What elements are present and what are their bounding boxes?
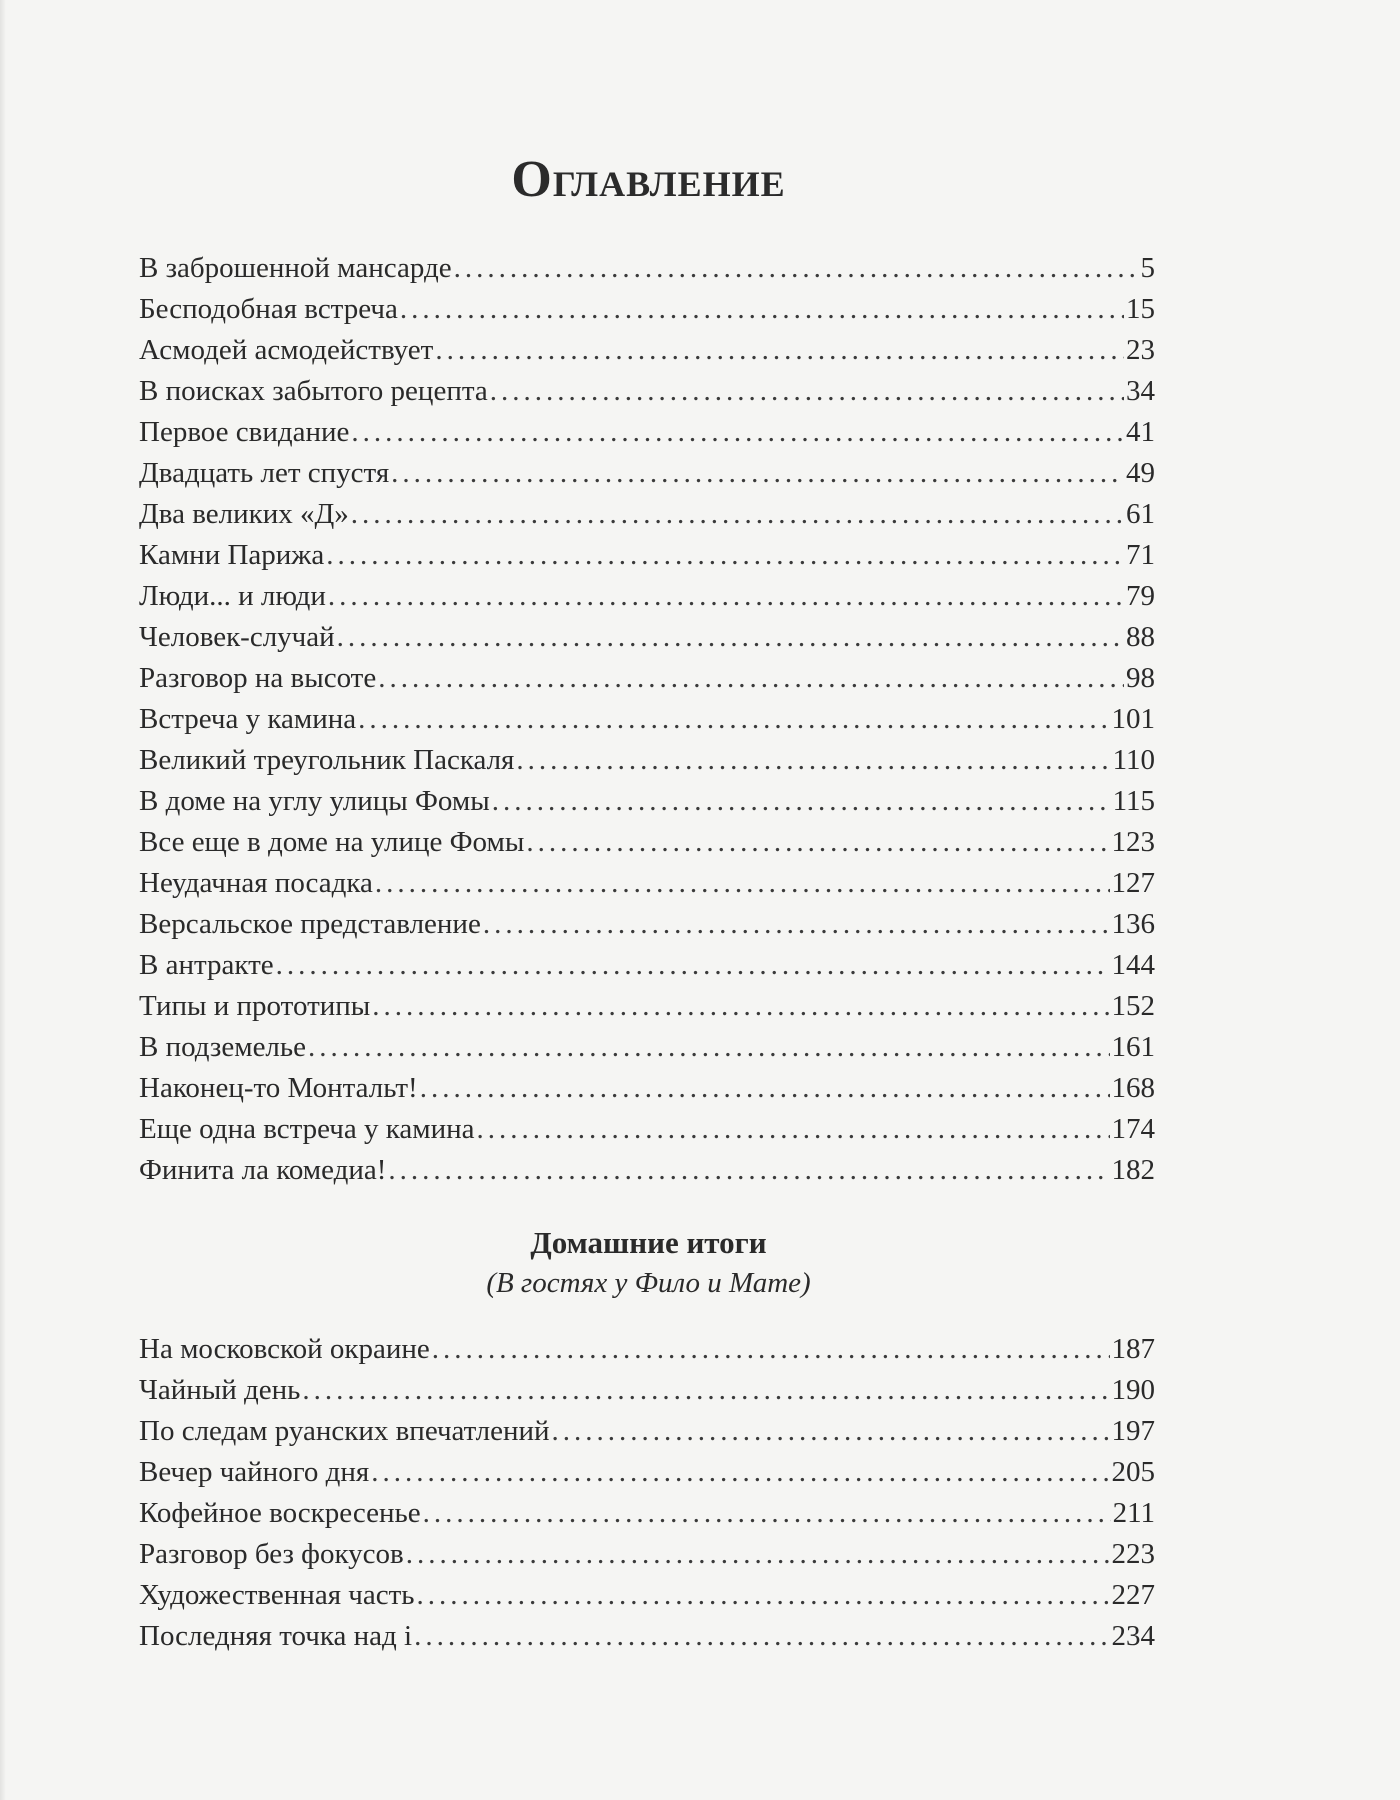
toc-leader-dots: [378, 658, 1124, 699]
toc-leader-dots: [388, 1150, 1109, 1191]
toc-entry-title: Все еще в доме на улице Фомы: [139, 826, 525, 858]
toc-entry: [139, 986, 1155, 1027]
toc-leader-dots: [420, 1068, 1110, 1109]
toc-entry: [139, 453, 1155, 494]
toc-page-number: 168: [1111, 1072, 1155, 1104]
toc-page-number: 127: [1111, 867, 1155, 899]
toc-leader-dots: [552, 1411, 1110, 1452]
toc-page-number: 182: [1111, 1154, 1155, 1186]
toc-entry-title: Человек-случай: [139, 621, 335, 653]
toc-page-number: 5: [1140, 252, 1155, 284]
toc-entry: [139, 617, 1155, 658]
toc-page-number: 115: [1112, 785, 1155, 817]
toc-entry-title: Чайный день: [139, 1374, 301, 1406]
toc-entry: [139, 412, 1155, 453]
toc-page-number: 49: [1126, 457, 1155, 489]
toc-leader-dots: [351, 494, 1124, 535]
toc-page-number: 15: [1126, 293, 1155, 325]
toc-entry-title: Разговор на высоте: [139, 662, 377, 694]
toc-entry: [139, 1452, 1155, 1493]
toc-entry: [139, 1068, 1155, 1109]
toc-leader-dots: [414, 1616, 1109, 1657]
toc-entry: [139, 535, 1155, 576]
toc-page-number: 234: [1111, 1620, 1155, 1652]
toc-entry: [139, 1493, 1155, 1534]
toc-leader-dots: [375, 863, 1110, 904]
toc-entry-title: Версальское представление: [139, 908, 481, 940]
toc-entry-title: В антракте: [139, 949, 274, 981]
toc-entry-title: Два великих «Д»: [139, 498, 349, 530]
toc-entry: [139, 945, 1155, 986]
toc-leader-dots: [276, 945, 1110, 986]
toc-leader-dots: [351, 412, 1124, 453]
toc-entry-title: В поисках забытого рецепта: [139, 375, 488, 407]
page-title: Оглавление: [511, 151, 786, 208]
toc-leader-dots: [423, 1493, 1111, 1534]
toc-leader-dots: [391, 453, 1124, 494]
toc-page-number: 88: [1126, 621, 1155, 653]
toc-entry: [139, 904, 1155, 945]
toc-entry-title: Последняя точка над і: [139, 1620, 413, 1652]
toc-page-number: 144: [1111, 949, 1155, 981]
toc-leader-dots: [372, 986, 1109, 1027]
toc-leader-dots: [400, 289, 1124, 330]
toc-entry-title: По следам руанских впечатлений: [139, 1415, 550, 1447]
toc-entry: [139, 781, 1155, 822]
toc-entry-title: Двадцать лет спустя: [139, 457, 390, 489]
toc-leader-dots: [302, 1370, 1109, 1411]
toc-leader-dots: [490, 371, 1124, 412]
toc-page-number: 41: [1126, 416, 1155, 448]
toc-page-number: 101: [1111, 703, 1155, 735]
toc-leader-dots: [337, 617, 1124, 658]
toc-page-number: 136: [1111, 908, 1155, 940]
toc-page-number: 98: [1126, 662, 1155, 694]
toc-page-number: 79: [1126, 580, 1155, 612]
toc-leader-dots: [454, 248, 1139, 289]
toc-page-number: 190: [1111, 1374, 1155, 1406]
toc-page-number: 110: [1112, 744, 1155, 776]
toc-page-number: 211: [1112, 1497, 1155, 1529]
toc-page-number: 174: [1111, 1113, 1155, 1145]
toc-page-number: 197: [1111, 1415, 1155, 1447]
toc-entry-title: Разговор без фокусов: [139, 1538, 404, 1570]
toc-leader-dots: [417, 1575, 1110, 1616]
toc-leader-dots: [526, 822, 1109, 863]
toc-entry: [139, 1150, 1155, 1191]
toc-entry: [139, 1616, 1155, 1657]
toc-entry-title: Неудачная посадка: [139, 867, 373, 899]
toc-entry-title: Первое свидание: [139, 416, 350, 448]
toc-leader-dots: [371, 1452, 1109, 1493]
toc-entry: [139, 371, 1155, 412]
toc-entry: [139, 863, 1155, 904]
toc-page-number: 71: [1126, 539, 1155, 571]
toc-entry: [139, 248, 1155, 289]
toc-page-number: 161: [1111, 1031, 1155, 1063]
section-heading: Домашние итоги: [530, 1225, 767, 1260]
toc-entry: [139, 1109, 1155, 1150]
toc-leader-dots: [492, 781, 1111, 822]
toc-home-list: [139, 1329, 1155, 1657]
toc-leader-dots: [477, 1109, 1110, 1150]
section-subheading: (В гостях у Фило и Мате): [486, 1267, 811, 1299]
toc-leader-dots: [358, 699, 1109, 740]
toc-entry-title: Наконец-то Монтальт!: [139, 1072, 418, 1104]
toc-entry: [139, 1027, 1155, 1068]
toc-entry-title: Художественная часть: [139, 1579, 415, 1611]
toc-page-number: 61: [1126, 498, 1155, 530]
toc-leader-dots: [308, 1027, 1109, 1068]
toc-entry: [139, 1575, 1155, 1616]
toc-leader-dots: [516, 740, 1110, 781]
toc-entry: [139, 289, 1155, 330]
toc-entry-title: На московской окраине: [139, 1333, 430, 1365]
toc-entry-title: В подземелье: [139, 1031, 307, 1063]
toc-entry-title: Встреча у камина: [139, 703, 357, 735]
toc-entry-title: Финита ла комедиа!: [139, 1154, 387, 1186]
toc-entry: [139, 822, 1155, 863]
toc-page-number: 223: [1111, 1538, 1155, 1570]
toc-page-number: 227: [1111, 1579, 1155, 1611]
toc-page-number: 205: [1111, 1456, 1155, 1488]
toc-entry-title: Еще одна встреча у камина: [139, 1113, 475, 1145]
toc-entry: [139, 1411, 1155, 1452]
toc-leader-dots: [435, 330, 1124, 371]
page-gutter-shadow: [0, 0, 6, 1800]
toc-entry: [139, 576, 1155, 617]
toc-leader-dots: [432, 1329, 1110, 1370]
toc-entry-title: Вечер чайного дня: [139, 1456, 370, 1488]
toc-entry: [139, 699, 1155, 740]
toc-entry: [139, 1329, 1155, 1370]
toc-entry-title: Асмодей асмодействует: [139, 334, 434, 366]
toc-main-list: [139, 248, 1155, 1191]
toc-leader-dots: [326, 535, 1124, 576]
toc-leader-dots: [406, 1534, 1110, 1575]
toc-entry-title: Типы и прототипы: [139, 990, 371, 1022]
toc-page-number: 152: [1111, 990, 1155, 1022]
toc-entry: [139, 658, 1155, 699]
toc-entry: [139, 494, 1155, 535]
toc-page-number: 23: [1126, 334, 1155, 366]
toc-leader-dots: [483, 904, 1110, 945]
toc-entry-title: Великий треугольник Паскаля: [139, 744, 515, 776]
toc-entry: [139, 1370, 1155, 1411]
toc-entry-title: Камни Парижа: [139, 539, 325, 571]
toc-page-number: 187: [1111, 1333, 1155, 1365]
toc-entry: [139, 330, 1155, 371]
toc-entry-title: Бесподобная встреча: [139, 293, 398, 325]
toc-entry-title: Кофейное воскресенье: [139, 1497, 421, 1529]
toc-entry-title: В заброшенной мансарде: [139, 252, 452, 284]
toc-entry-title: В доме на углу улицы Фомы: [139, 785, 490, 817]
toc-page-number: 123: [1111, 826, 1155, 858]
toc-entry-title: Люди... и люди: [139, 580, 326, 612]
toc-entry: [139, 740, 1155, 781]
toc-page-number: 34: [1126, 375, 1155, 407]
toc-entry: [139, 1534, 1155, 1575]
toc-leader-dots: [328, 576, 1124, 617]
